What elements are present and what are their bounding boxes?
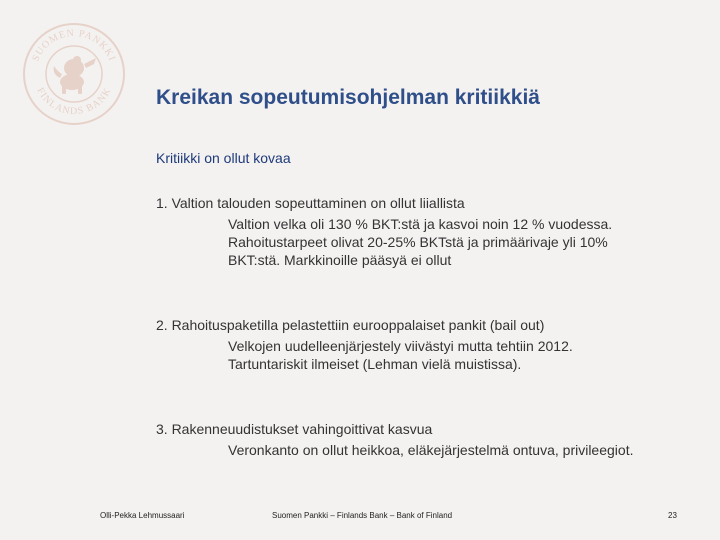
subtitle: Kritiikki on ollut kovaa: [156, 150, 291, 166]
svg-text:FINLANDS BANK: FINLANDS BANK: [34, 85, 114, 118]
list-item-detail: Veronkanto on ollut heikkoa, eläkejärjestelmä ontuva, privileegiot.: [228, 442, 634, 458]
list-item-heading: 2. Rahoituspaketilla pelastettiin eurooppalaiset pankit (bail out): [156, 317, 545, 333]
footer-organization: Suomen Pankki – Finlands Bank – Bank of Finland: [272, 511, 453, 520]
footer-author: Olli-Pekka Lehmussaari: [100, 511, 185, 520]
page-title: Kreikan sopeutumisohjelman kritiikkiä: [156, 86, 540, 109]
list-item-heading: 3. Rakenneuudistukset vahingoittivat kasvua: [156, 421, 433, 437]
list-item: [156, 316, 676, 373]
bank-of-finland-lion-seal-icon: [22, 22, 126, 126]
svg-text:SUOMEN PANKKI: SUOMEN PANKKI: [30, 27, 118, 64]
list-item-detail: Velkojen uudelleenjärjestely viivästyi mutta tehtiin 2012. Tartuntariskit ilmeiset (Lehman vielä muistissa).: [228, 338, 573, 372]
list-item-detail: Valtion velka oli 130 % BKT:stä ja kasvoi noin 12 % vuodessa. Rahoitustarpeet olivat 20-25% BKTstä ja primäärivaje yli 10% BKT:stä. Markkinoille pääsyä ei ollut: [228, 216, 613, 268]
page-number: 23: [668, 511, 677, 520]
list-item: [156, 194, 676, 269]
list-item: [156, 420, 676, 459]
list-item-heading: 1. Valtion talouden sopeuttaminen on ollut liiallista: [156, 195, 465, 211]
